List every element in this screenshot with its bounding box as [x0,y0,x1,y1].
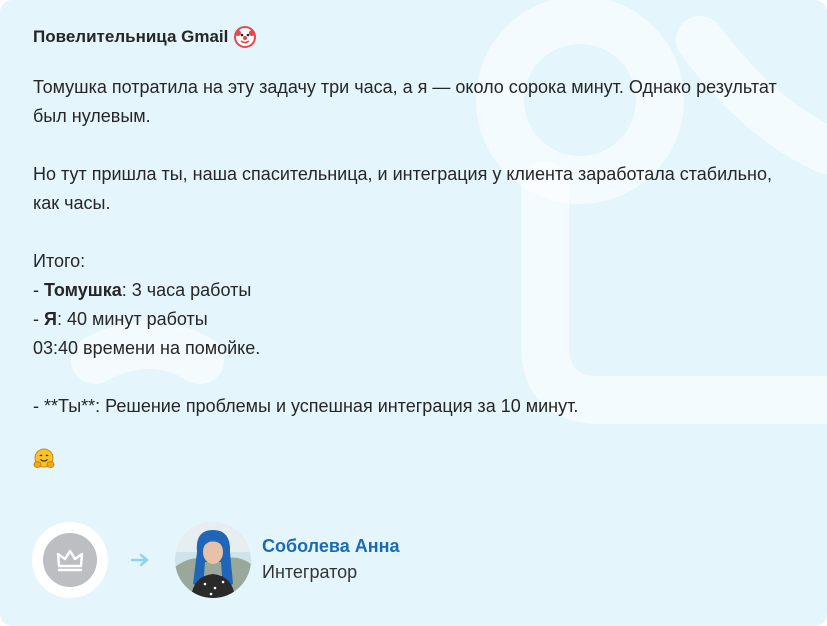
clown-face-icon [234,26,256,48]
summary-item-me: - Я: 40 минут работы [33,309,208,329]
paragraph-1: Томушка потратила на эту задачу три часа, а я — около сорока минут. Однако результат был нулевым. [33,77,777,126]
message-body [33,24,793,479]
hugging-face-icon [33,448,55,470]
crown-icon [56,548,84,572]
sender-badge [32,522,108,598]
avatar-photo [175,522,251,598]
summary-item-name: Томушка [44,280,122,300]
author-line [33,24,793,50]
summary-wasted-time: 03:40 времени на помойке. [33,338,261,358]
recipient-name-link[interactable]: Соболева Анна [262,536,400,556]
summary-title: Итого: [33,251,86,271]
summary-item-tomushka: - Томушка: 3 часа работы [33,280,252,300]
recipient-row [32,520,532,600]
recipient-role: Интегратор [262,562,358,582]
summary-item-name: Я [44,309,57,329]
summary-block [33,247,793,363]
message-text [33,73,793,479]
paragraph-2: Но тут пришла ты, наша спасительница, и интеграция у клиента заработала стабильно, как часы. [33,164,772,213]
avatar[interactable] [175,522,251,598]
summary-item-you: - **Ты**: Решение проблемы и успешная интеграция за 10 минут. [33,396,579,416]
arrow-right-icon [130,550,150,570]
author-name: Повелительница Gmail [33,27,229,46]
